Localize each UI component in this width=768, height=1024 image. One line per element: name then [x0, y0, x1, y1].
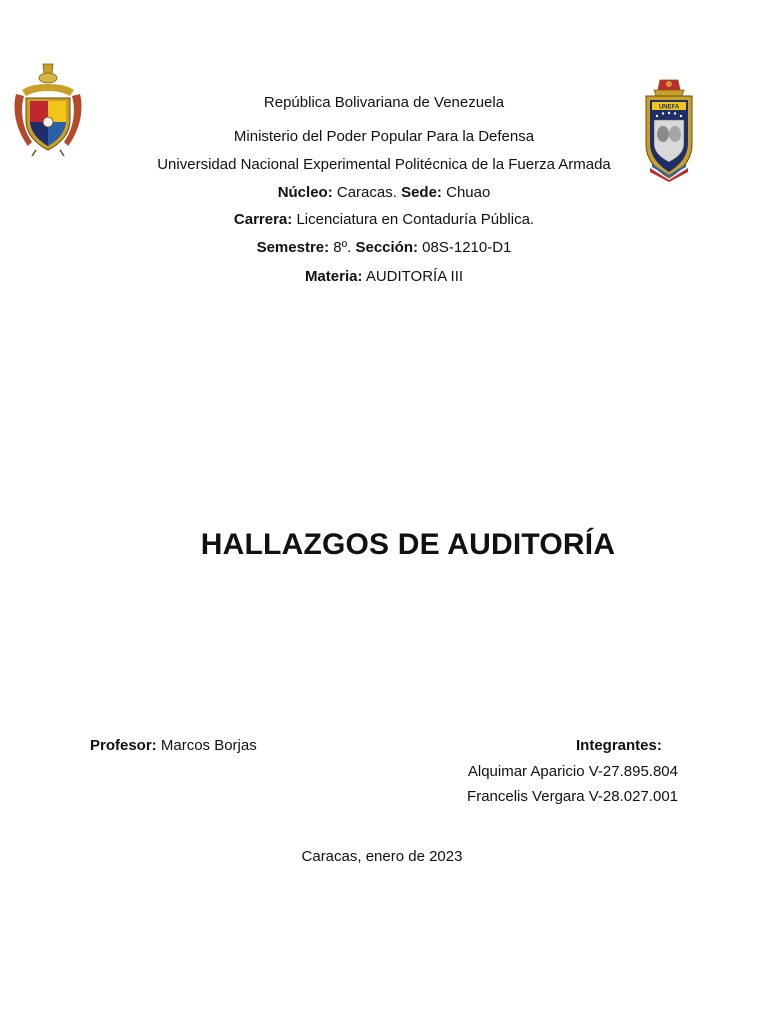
nucleo-label: Núcleo:	[277, 184, 333, 201]
profesor-line	[90, 737, 257, 754]
place-date: Caracas, enero de 2023	[301, 848, 463, 865]
member-item: Francelis Vergara V-28.027.001	[467, 788, 678, 805]
materia-value: AUDITORÍA III	[365, 268, 464, 285]
semestre-value: 8º.	[333, 239, 352, 256]
document-title: HALLAZGOS DE AUDITORÍA	[200, 528, 616, 561]
header-ministry: Ministerio del Poder Popular Para la Defensa	[233, 128, 535, 145]
header-carrera	[0, 211, 768, 229]
header-university: Universidad Nacional Experimental Politécnica de la Fuerza Armada	[157, 156, 611, 173]
header-republic: República Bolivariana de Venezuela	[263, 94, 505, 111]
carrera-label: Carrera:	[233, 211, 293, 228]
shield-acronym: UNEFA	[658, 104, 680, 111]
header-materia	[0, 268, 768, 286]
seccion-label: Sección:	[355, 239, 418, 256]
header-nucleo-sede	[0, 184, 768, 202]
header-semestre-seccion	[0, 239, 768, 257]
seccion-value: 08S-1210-D1	[422, 239, 512, 256]
profesor-label: Profesor:	[90, 737, 157, 754]
semestre-label: Semestre:	[256, 239, 330, 256]
member-item: Alquimar Aparicio V-27.895.804	[467, 763, 678, 780]
integrantes-label: Integrantes:	[576, 737, 662, 754]
materia-label: Materia:	[304, 268, 363, 285]
sede-value: Chuao	[446, 184, 491, 201]
sede-label: Sede:	[401, 184, 442, 201]
profesor-name: Marcos Borjas	[160, 737, 257, 754]
carrera-value: Licenciatura en Contaduría Pública.	[296, 211, 535, 228]
nucleo-value: Caracas.	[336, 184, 397, 201]
